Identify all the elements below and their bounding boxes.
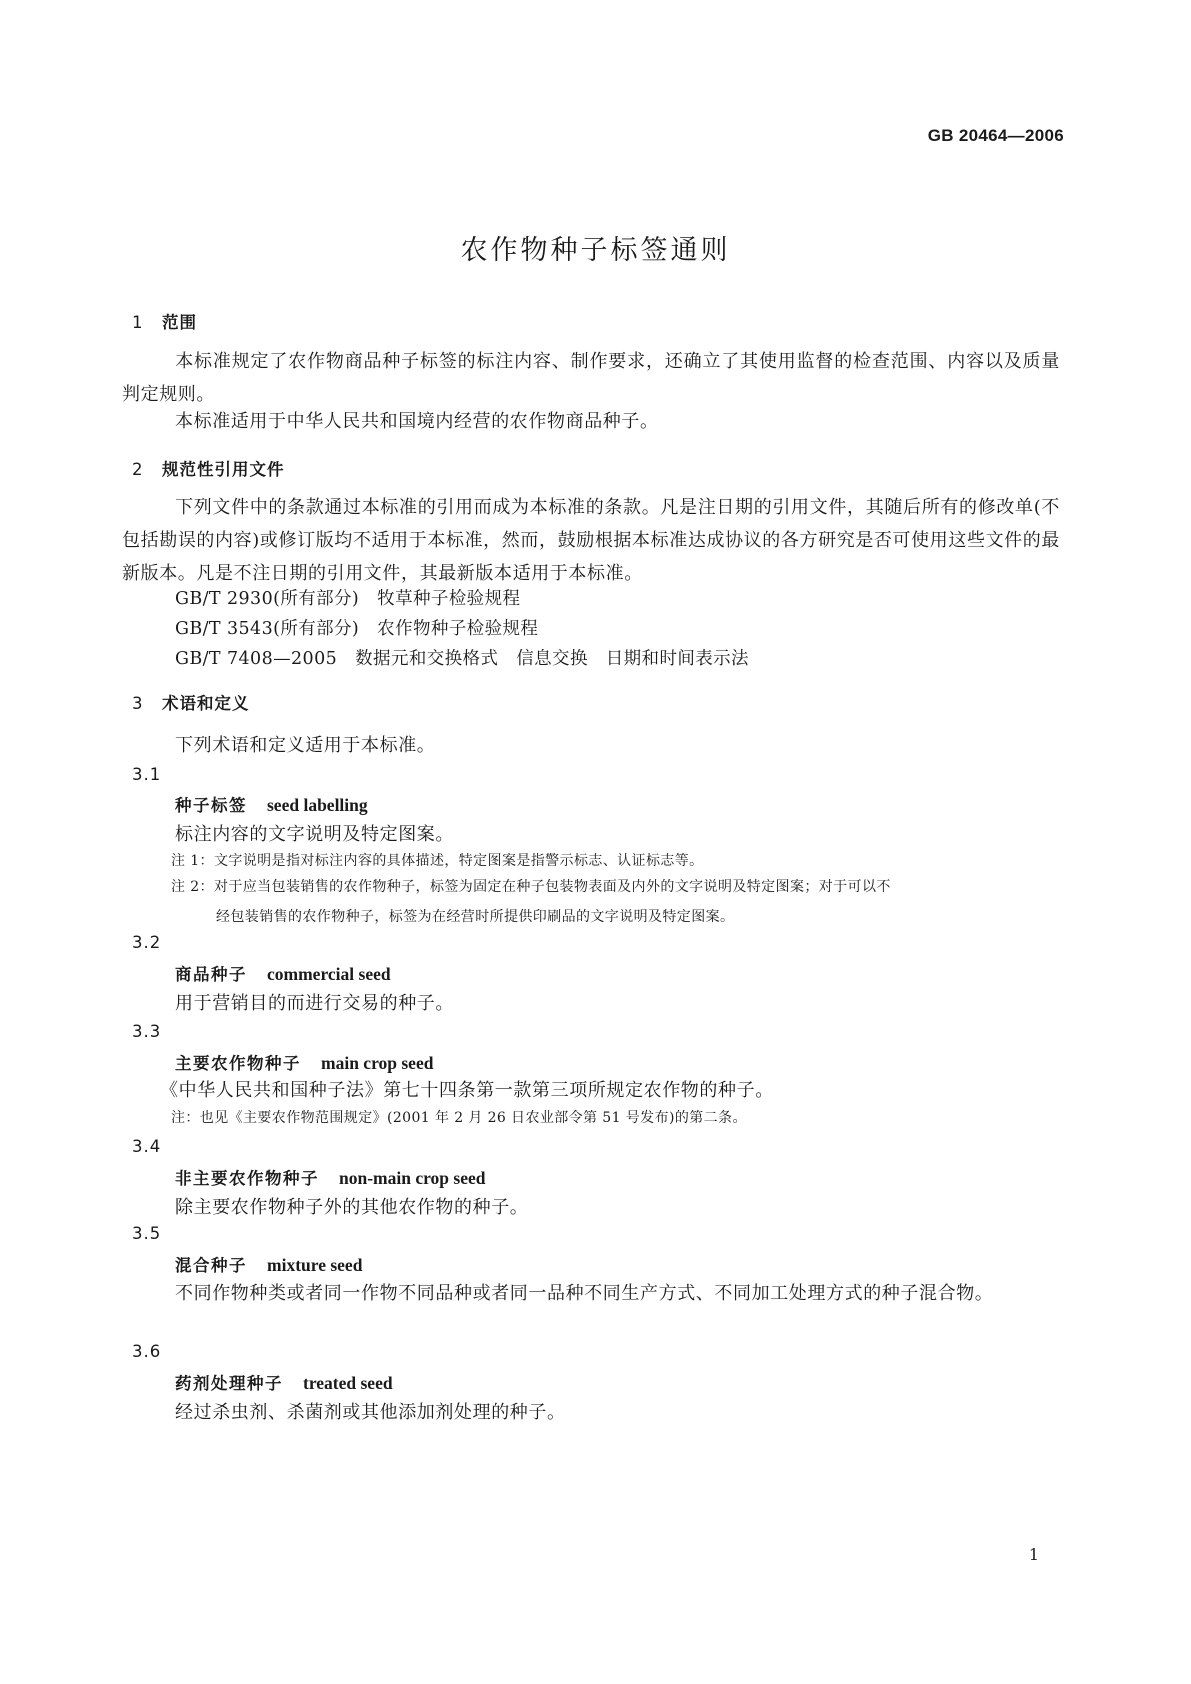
note-line: 经包装销售的农作物种子，标签为在经营时所提供印刷品的文字说明及特定图案。: [216, 909, 735, 925]
standard-number: GB 20464—2006: [927, 126, 1064, 145]
term-note: 注 1：文字说明是指对标注内容的具体描述，特定图案是指警示标志、认证标志等。: [171, 853, 704, 869]
reference-code: GB/T 7408—2005: [175, 649, 338, 669]
reference-name: 牧草种子检验规程: [377, 589, 521, 609]
note-line: 注 2：对于应当包装销售的农作物种子，标签为固定在种子包装物表面及内外的文字说明及特定图案；对于可以不: [171, 879, 891, 895]
term-note: 注：也见《主要农作物范围规定》(2001 年 2 月 26 日农业部令第 51 号发布)的第二条。: [171, 1110, 747, 1126]
reference-code: GB/T 2930(所有部分): [175, 589, 360, 609]
term-en: main crop seed: [321, 1053, 434, 1073]
term-heading: [175, 961, 391, 985]
term-number: 3.5: [132, 1224, 162, 1243]
term-note: [171, 872, 1061, 932]
page-number: 1: [1028, 1545, 1039, 1564]
section-3-heading: [132, 690, 250, 714]
term-en: treated seed: [303, 1373, 393, 1393]
term-zh: 商品种子: [175, 965, 247, 984]
term-zh: 混合种子: [175, 1256, 247, 1275]
term-definition: 《中华人民共和国种子法》第七十四条第一款第三项所规定农作物的种子。: [160, 1080, 774, 1101]
term-number: 3.6: [132, 1342, 162, 1361]
section-title: 范围: [162, 313, 197, 332]
section-number: 3: [132, 694, 144, 713]
term-number: 3.2: [132, 933, 162, 952]
section-number: 2: [132, 460, 144, 479]
term-definition: [122, 1277, 1060, 1310]
paragraph-text: 本标准规定了农作物商品种子标签的标注内容、制作要求，还确立了其使用监督的检查范围、内容以及质量判定规则。: [122, 351, 1060, 405]
term-zh: 主要农作物种子: [175, 1054, 301, 1073]
reference-name: 数据元和交换格式 信息交换 日期和时间表示法: [355, 649, 749, 669]
reference-item: [175, 645, 767, 670]
term-zh: 种子标签: [175, 796, 247, 815]
section-1-paragraph-1: [122, 345, 1060, 411]
term-definition: 用于营销目的而进行交易的种子。: [175, 993, 454, 1014]
term-zh: 非主要农作物种子: [175, 1169, 319, 1188]
section-title: 术语和定义: [162, 694, 250, 713]
section-2-paragraph-1: [122, 491, 1060, 590]
section-2-heading: [132, 456, 285, 480]
section-3-intro: 下列术语和定义适用于本标准。: [175, 735, 436, 756]
section-number: 1: [132, 313, 144, 332]
term-zh: 药剂处理种子: [175, 1374, 283, 1393]
reference-item: [175, 585, 538, 610]
term-number: 3.3: [132, 1022, 162, 1041]
term-en: non-main crop seed: [339, 1168, 486, 1188]
term-definition: 标注内容的文字说明及特定图案。: [175, 824, 454, 845]
section-1-heading: [132, 309, 197, 333]
term-number: 3.4: [132, 1137, 162, 1156]
term-en: seed labelling: [267, 795, 368, 815]
reference-item: [175, 615, 556, 640]
term-heading: [175, 792, 368, 816]
term-en: commercial seed: [267, 964, 391, 984]
paragraph-text: 不同作物种类或者同一作物不同品种或者同一品种不同生产方式、不同加工处理方式的种子混合物。: [175, 1283, 994, 1304]
term-heading: [175, 1370, 393, 1394]
reference-code: GB/T 3543(所有部分): [175, 619, 360, 639]
section-1-paragraph-2: 本标准适用于中华人民共和国境内经营的农作物商品种子。: [175, 411, 659, 432]
term-definition: 除主要农作物种子外的其他农作物的种子。: [175, 1197, 529, 1218]
term-heading: [175, 1050, 433, 1074]
section-title: 规范性引用文件: [162, 460, 285, 479]
term-heading: [175, 1165, 486, 1189]
document-title: 农作物种子标签通则: [460, 235, 731, 266]
term-definition: 经过杀虫剂、杀菌剂或其他添加剂处理的种子。: [175, 1402, 566, 1423]
term-number: 3.1: [132, 765, 162, 784]
term-heading: [175, 1252, 362, 1276]
paragraph-text: 下列文件中的条款通过本标准的引用而成为本标准的条款。凡是注日期的引用文件，其随后所有的修改单(不包括勘误的内容)或修订版均不适用于本标准，然而，鼓励根据本标准达成协议的各方研究是否可使用这些文件的最新版本。凡是不注日期的引用文件，其最新版本适用于本标准。: [122, 497, 1060, 584]
term-en: mixture seed: [267, 1255, 363, 1275]
reference-name: 农作物种子检验规程: [377, 619, 539, 639]
